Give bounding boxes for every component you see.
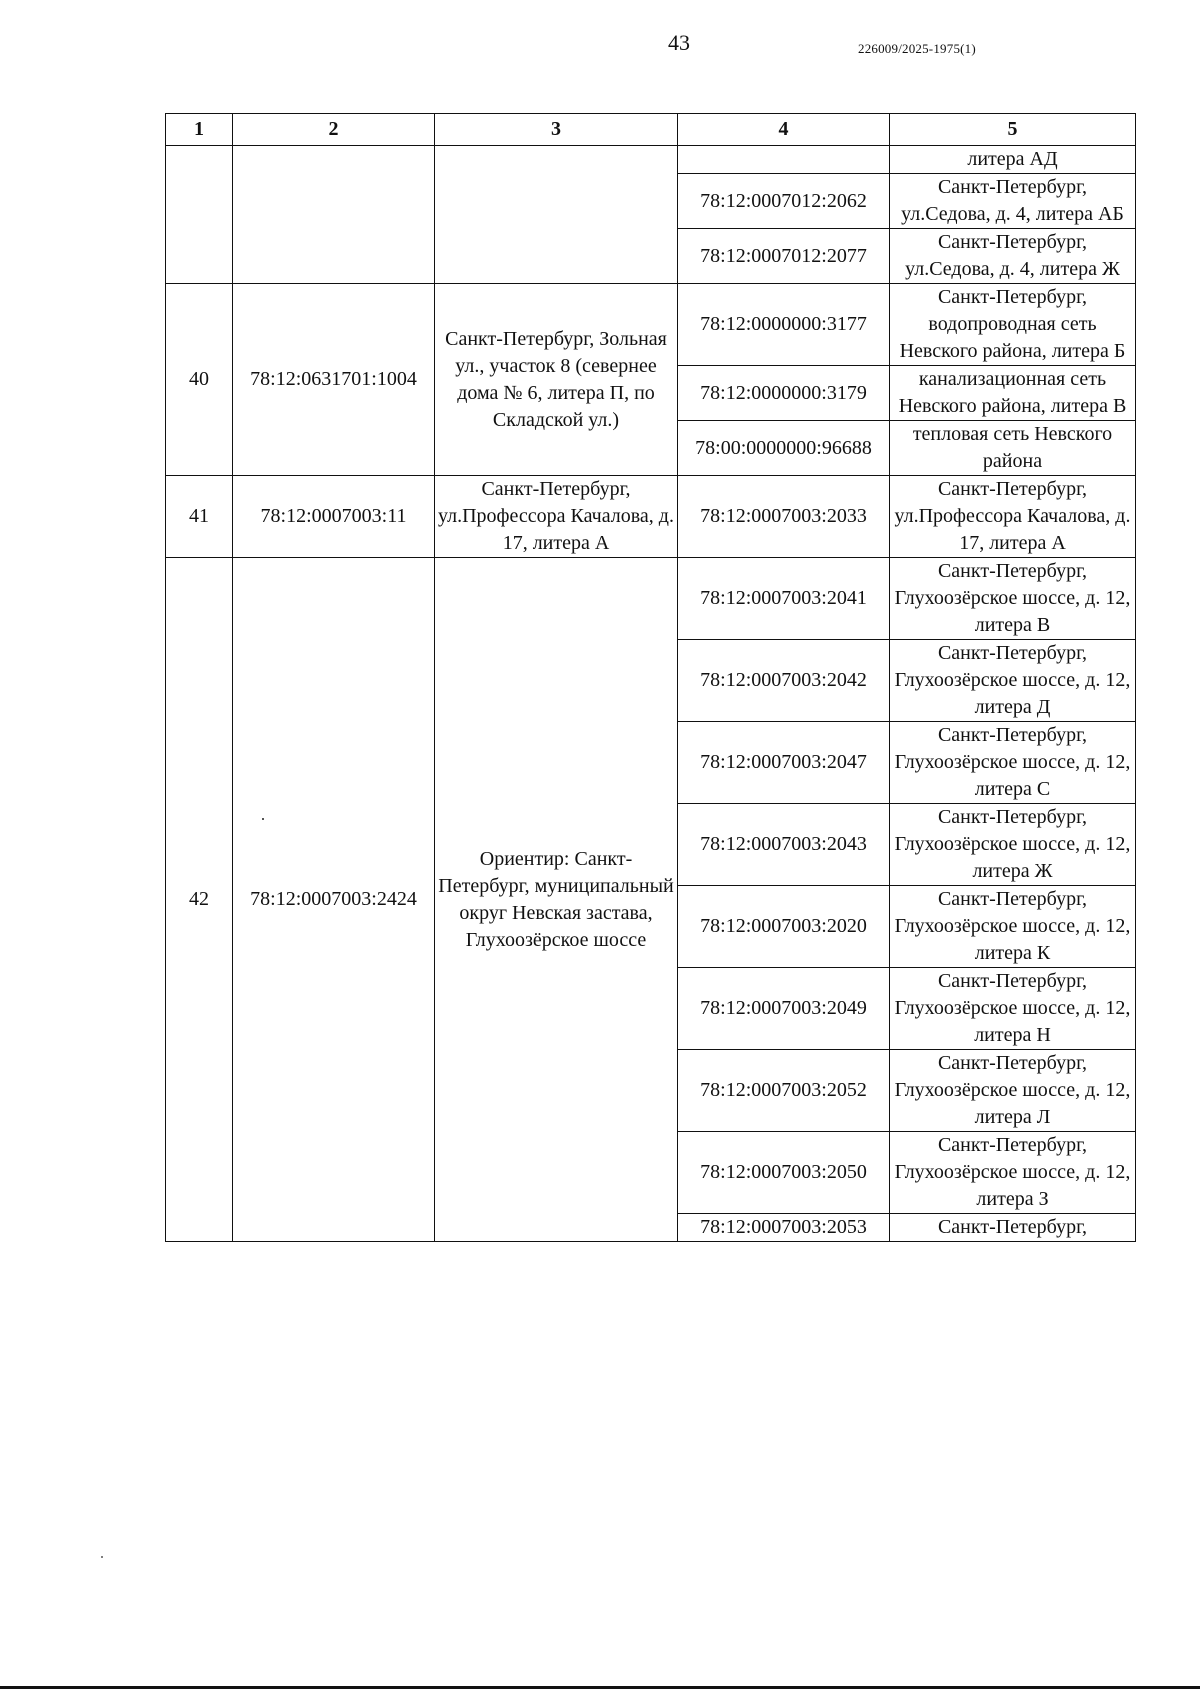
object-number-cell: 78:00:0000000:96688 [678,421,890,476]
header-cell: 3 [435,114,678,146]
object-address-cell: Санкт-Петербург, ул.Седова, д. 4, литера АБ [890,174,1136,229]
index-cell: 40 [166,284,233,476]
object-address-cell: Санкт-Петербург, ул.Седова, д. 4, литера Ж [890,229,1136,284]
object-address-cell: Санкт-Петербург, Глухоозёрское шоссе, д. 12, литера С [890,722,1136,804]
scan-speck [101,1556,103,1558]
table-row [166,284,1136,366]
table-row [166,146,1136,174]
object-address-cell: Санкт-Петербург, водопроводная сеть Невского района, литера Б [890,284,1136,366]
object-number-cell: 78:12:0007003:2049 [678,968,890,1050]
object-number-cell: 78:12:0007003:2042 [678,640,890,722]
object-number-cell: 78:12:0007012:2062 [678,174,890,229]
object-number-cell: 78:12:0007003:2047 [678,722,890,804]
page-number: 43 [668,30,690,55]
object-address-cell: Санкт-Петербург, Глухоозёрское шоссе, д. 12, литера В [890,558,1136,640]
cadastral-cell: 78:12:0007003:2424 [233,558,435,1242]
index-cell: 41 [166,476,233,558]
object-number-cell: 78:12:0000000:3177 [678,284,890,366]
header-cell: 4 [678,114,890,146]
table-row [166,476,1136,558]
object-address-cell: Санкт-Петербург, Глухоозёрское шоссе, д. 12, литера Ж [890,804,1136,886]
cadastral-cell [233,146,435,284]
object-number-cell: 78:12:0000000:3179 [678,366,890,421]
scan-speck [262,818,264,820]
table-row [166,558,1136,640]
object-address-cell: Санкт-Петербург, [890,1214,1136,1242]
index-cell: 42 [166,558,233,1242]
location-cell: Санкт-Петербург, ул.Профессора Качалова, д. 17, литера А [435,476,678,558]
header-row [166,114,1136,146]
header-cell: 2 [233,114,435,146]
location-cell [435,146,678,284]
object-address-cell: Санкт-Петербург, ул.Профессора Качалова, д. 17, литера А [890,476,1136,558]
header-cell: 5 [890,114,1136,146]
header-cell: 1 [166,114,233,146]
object-number-cell: 78:12:0007003:2053 [678,1214,890,1242]
object-address-cell: Санкт-Петербург, Глухоозёрское шоссе, д. 12, литера Н [890,968,1136,1050]
object-address-cell: Санкт-Петербург, Глухоозёрское шоссе, д. 12, литера К [890,886,1136,968]
index-cell [166,146,233,284]
object-number-cell: 78:12:0007003:2020 [678,886,890,968]
object-number-cell: 78:12:0007003:2043 [678,804,890,886]
object-number-cell: 78:12:0007003:2041 [678,558,890,640]
document-id: 226009/2025-1975(1) [858,41,976,56]
object-address-cell: канализационная сеть Невского района, литера В [890,366,1136,421]
location-cell: Ориентир: Санкт-Петербург, муниципальный округ Невская застава, Глухоозёрское шоссе [435,558,678,1242]
cadastral-cell: 78:12:0631701:1004 [233,284,435,476]
object-address-cell: Санкт-Петербург, Глухоозёрское шоссе, д. 12, литера З [890,1132,1136,1214]
object-number-cell: 78:12:0007003:2033 [678,476,890,558]
object-number-cell: 78:12:0007012:2077 [678,229,890,284]
object-address-cell: тепловая сеть Невского района [890,421,1136,476]
object-address-cell: Санкт-Петербург, Глухоозёрское шоссе, д. 12, литера Л [890,1050,1136,1132]
location-cell: Санкт-Петербург, Зольная ул., участок 8 (севернее дома № 6, литера П, по Складской ул.) [435,284,678,476]
scan-bottom-edge [0,1686,1200,1689]
register-table [165,113,1136,1242]
object-number-cell: 78:12:0007003:2050 [678,1132,890,1214]
object-number-cell: 78:12:0007003:2052 [678,1050,890,1132]
object-number-cell [678,146,890,174]
object-address-cell: Санкт-Петербург, Глухоозёрское шоссе, д. 12, литера Д [890,640,1136,722]
cadastral-cell: 78:12:0007003:11 [233,476,435,558]
object-address-cell: литера АД [890,146,1136,174]
